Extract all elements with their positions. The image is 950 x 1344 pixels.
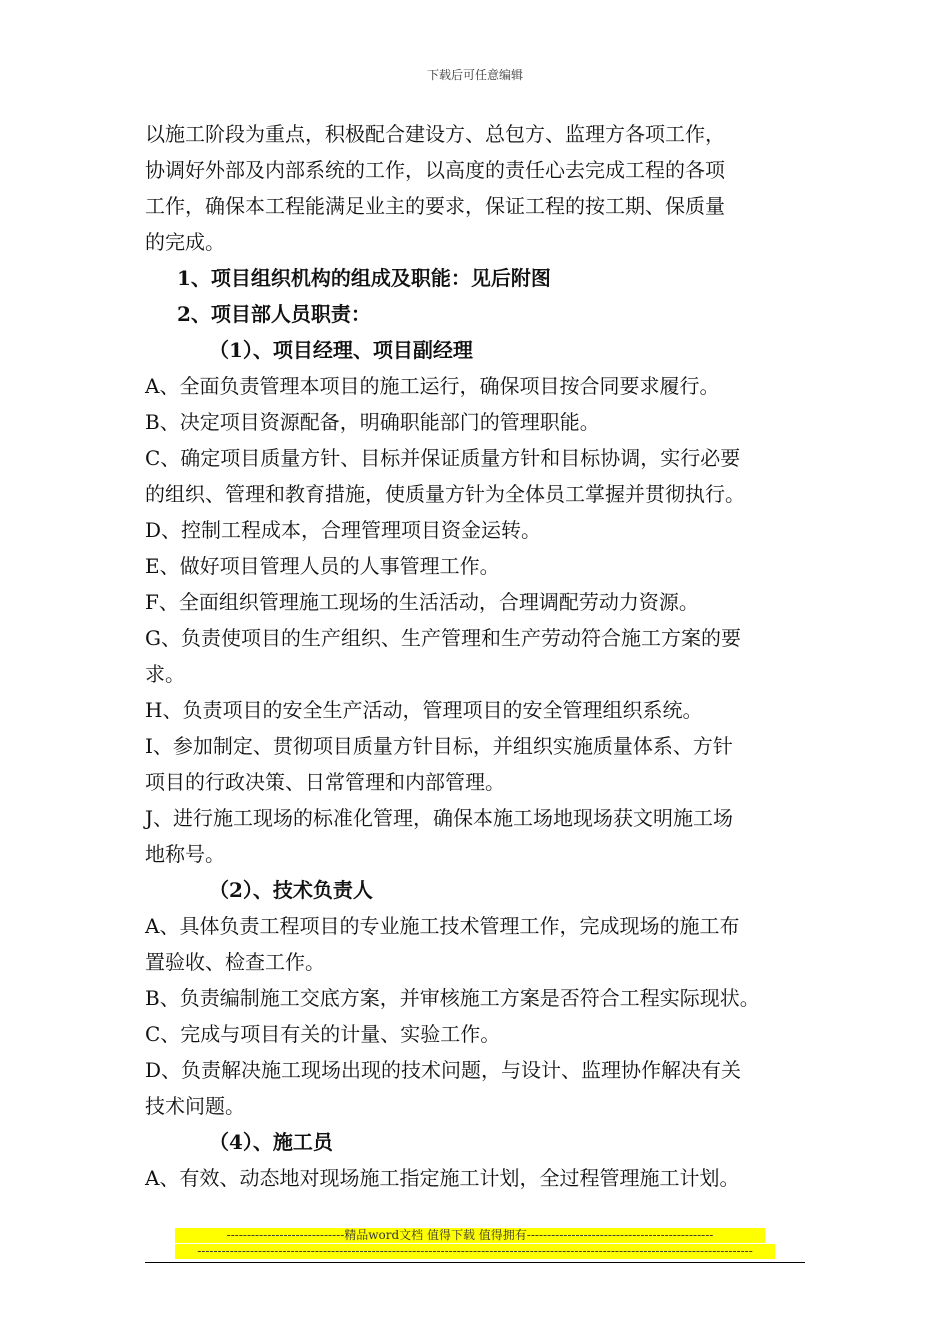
subsection-heading: （4）、施工员 [209, 1130, 333, 1154]
paragraph-line: G、负责使项目的生产组织、生产管理和生产劳动符合施工方案的要 [145, 626, 741, 650]
footer-rule [145, 1262, 805, 1263]
paragraph-line: 的完成。 [145, 230, 225, 254]
paragraph-line: 工作，确保本工程能满足业主的要求，保证工程的按工期、保质量 [145, 194, 725, 218]
paragraph-line: I、参加制定、贯彻项目质量方针目标，并组织实施质量体系、方针 [145, 734, 733, 758]
paragraph-line: A、有效、动态地对现场施工指定施工计划，全过程管理施工计划。 [145, 1166, 740, 1190]
paragraph-line: 地称号。 [145, 842, 225, 866]
paragraph-line: B、负责编制施工交底方案，并审核施工方案是否符合工程实际现状。 [145, 986, 760, 1010]
paragraph-line: F、全面组织管理施工现场的生活活动，合理调配劳动力资源。 [145, 590, 699, 614]
paragraph-line: D、控制工程成本，合理管理项目资金运转。 [145, 518, 542, 542]
paragraph-line: 以施工阶段为重点，积极配合建设方、总包方、监理方各项工作， [145, 122, 725, 146]
paragraph-line: 项目的行政决策、日常管理和内部管理。 [145, 770, 505, 794]
paragraph-line: 技术问题。 [145, 1094, 245, 1118]
paragraph-line: A、全面负责管理本项目的施工运行，确保项目按合同要求履行。 [145, 374, 720, 398]
paragraph-line: 置验收、检查工作。 [145, 950, 325, 974]
footer-banner: -----------------------------精品word文档 值得下载 值得拥有---------------------------------------------- [175, 1228, 765, 1243]
paragraph-line: B、决定项目资源配备，明确职能部门的管理职能。 [145, 410, 600, 434]
paragraph-line: D、负责解决施工现场出现的技术问题，与设计、监理协作解决有关 [145, 1058, 742, 1082]
document-body [145, 116, 815, 1196]
footer-dashes: ----------------------------------------------------------------------------------------------------------------------------------------- [175, 1244, 775, 1259]
paragraph-line: C、确定项目质量方针、目标并保证质量方针和目标协调，实行必要 [145, 446, 741, 470]
page-header: 下载后可任意编辑 [426, 68, 523, 82]
paragraph-line: 协调好外部及内部系统的工作，以高度的责任心去完成工程的各项 [145, 158, 725, 182]
paragraph-line: 的组织、管理和教育措施，使质量方针为全体员工掌握并贯彻执行。 [145, 482, 745, 506]
page-footer [0, 1228, 950, 1259]
paragraph-line: 求。 [145, 662, 185, 686]
subsection-heading: （1）、项目经理、项目副经理 [209, 338, 473, 362]
paragraph-line: H、负责项目的安全生产活动，管理项目的安全管理组织系统。 [145, 698, 703, 722]
section-heading: 2、项目部人员职责： [177, 302, 371, 326]
paragraph-line: J、进行施工现场的标准化管理，确保本施工场地现场获文明施工场 [145, 806, 734, 830]
paragraph-line: E、做好项目管理人员的人事管理工作。 [145, 554, 500, 578]
paragraph-line: C、完成与项目有关的计量、实验工作。 [145, 1022, 501, 1046]
paragraph-line: A、具体负责工程项目的专业施工技术管理工作，完成现场的施工布 [145, 914, 740, 938]
subsection-heading: （2）、技术负责人 [209, 878, 373, 902]
section-heading: 1、项目组织机构的组成及职能：见后附图 [177, 266, 551, 290]
